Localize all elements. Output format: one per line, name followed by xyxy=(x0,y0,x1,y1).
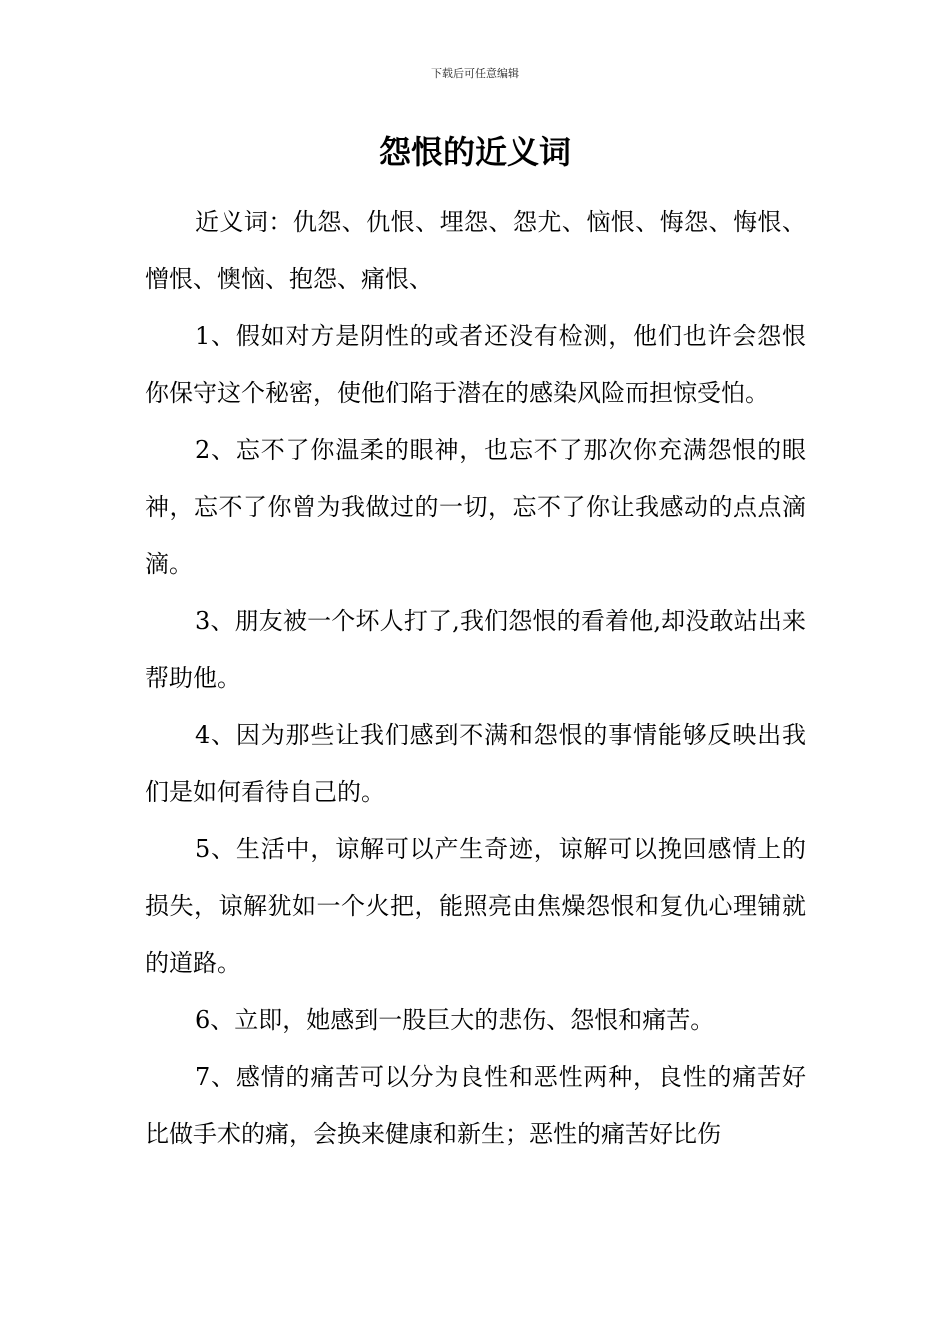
paragraph-example-6: 6、立即，她感到一股巨大的悲伤、怨恨和痛苦。 xyxy=(195,1006,715,1034)
paragraph-example-1: 1、假如对方是阴性的或者还没有检测，他们也许会怨恨你保守这个秘密，使他们陷于潜在的感染风险而担惊受怕。 xyxy=(145,322,806,407)
paragraph-synonyms: 近义词：仇怨、仇恨、埋怨、怨尤、恼恨、悔怨、悔恨、憎恨、懊恼、抱怨、痛恨、 xyxy=(145,208,806,293)
document-title: 怨恨的近义词 xyxy=(378,133,571,171)
header-note: 下载后可任意编辑 xyxy=(431,67,519,80)
paragraph-example-2: 2、忘不了你温柔的眼神，也忘不了那次你充满怨恨的眼神，忘不了你曾为我做过的一切，忘不了你让我感动的点点滴滴。 xyxy=(145,436,806,578)
paragraph-example-5: 5、生活中，谅解可以产生奇迹，谅解可以挽回感情上的损失，谅解犹如一个火把，能照亮由焦燥怨恨和复仇心理铺就的道路。 xyxy=(145,835,806,977)
document-body xyxy=(145,194,806,1163)
paragraph-example-4: 4、因为那些让我们感到不满和怨恨的事情能够反映出我们是如何看待自己的。 xyxy=(145,721,806,806)
paragraph-example-7: 7、感情的痛苦可以分为良性和恶性两种，良性的痛苦好比做手术的痛，会换来健康和新生；恶性的痛苦好比伤 xyxy=(145,1063,806,1148)
paragraph-example-3: 3、朋友被一个坏人打了,我们怨恨的看着他,却没敢站出来帮助他。 xyxy=(145,607,806,692)
